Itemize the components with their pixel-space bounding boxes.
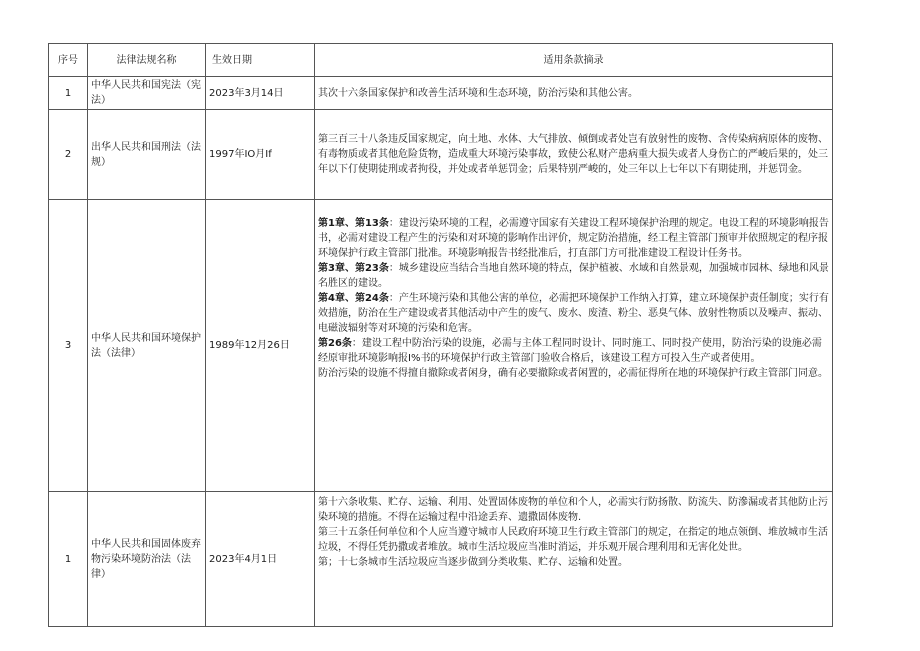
row-law-name: 中华人民共和国环境保护法（法律） bbox=[88, 200, 206, 492]
excerpt-paragraph bbox=[318, 291, 829, 336]
clause-text: ：城乡建设应当结合当地自然环境的特点，保护植被、水域和自然景观，加强城市园林、绿地和风景名胜区的建设。 bbox=[318, 263, 829, 289]
row-no: 1 bbox=[49, 492, 88, 627]
row-effective-date: 2023年4月1日 bbox=[206, 492, 315, 627]
table-row bbox=[49, 110, 833, 200]
table-row bbox=[49, 200, 833, 492]
excerpt-paragraph bbox=[318, 132, 829, 177]
excerpt-paragraph bbox=[318, 525, 829, 555]
row-excerpt bbox=[315, 200, 833, 492]
row-effective-date: 1997年IO月If bbox=[206, 110, 315, 200]
row-effective-date: 1989年12月26日 bbox=[206, 200, 315, 492]
row-excerpt bbox=[315, 492, 833, 627]
clause-lead: 第4章、第24条 bbox=[318, 293, 389, 304]
row-no: 3 bbox=[49, 200, 88, 492]
clause-text: 第；十七条城市生活垃圾应当逐步做到分类收集、贮存、运输和处置。 bbox=[318, 557, 628, 568]
row-no: 1 bbox=[49, 77, 88, 110]
clause-text: ：产生环境污染和其他公害的单位，必需把环境保护工作纳入打算，建立环境保护责任制度；实行有效措施，防治在生产建设或者其他活动中产生的废气、废水、废渣、粉尘、恶臭气体、放射性物质以及噪声、振动、电磁波辐射等对环境的污染和危害。 bbox=[318, 293, 829, 334]
clause-lead: 第3章、第23条 bbox=[318, 263, 389, 274]
clause-text: ：建设工程中防治污染的设施，必需与主体工程同时设计、同时施工、同时投产使用，防治污染的设施必需经原审批环境影响报I%书的环境保护行政主管部门验收合格后，该建设工程方可投入生产或者使用。 bbox=[318, 338, 822, 364]
clause-lead: 第1章、第13条 bbox=[318, 218, 389, 229]
clause-text: 第十六条收集、贮存、运输、利用、处置固体废物的单位和个人，必需实行防扬散、防流失、防滲漏或者其他防止污染环境的措施。不得在运输过程中沿途丢弃、遗撒固体废物. bbox=[318, 497, 828, 523]
excerpt-paragraph bbox=[318, 86, 829, 101]
excerpt-paragraph bbox=[318, 216, 829, 261]
excerpt-paragraph bbox=[318, 366, 829, 381]
excerpt-paragraph bbox=[318, 261, 829, 291]
row-effective-date: 2023年3月14日 bbox=[206, 77, 315, 110]
regulations-table bbox=[48, 43, 833, 627]
row-law-name: 中华人民共和国宪法（宪法） bbox=[88, 77, 206, 110]
clause-text: ：建设污染环境的工程，必需遵守国家有关建设工程环境保护治理的规定。电设工程的环境影响报告书，必需对建设工程产生的污染和对环境的影响作出评价，规定防治措施，经工程主管部门预审并依照规定的程序报环境保护行政主管部门批准。环境影响报告书经批准后，打直部门方可批准建设工程设计任务书。 bbox=[318, 218, 829, 259]
row-excerpt bbox=[315, 77, 833, 110]
table-row bbox=[49, 77, 833, 110]
table-row bbox=[49, 492, 833, 627]
header-excerpt: 适用条款摘录 bbox=[315, 44, 833, 77]
clause-text: 第三十五条任何单位和个人应当遵守城市人民政府环境卫生行政主管部门的规定，在指定的地点领倒、堆放城市生活垃圾，不得任凭扔撒或者堆放。城市生活垃圾应当准时消运，并乐观开展合理利用和无害化处世。 bbox=[318, 527, 828, 553]
excerpt-paragraph bbox=[318, 555, 829, 570]
clause-text: 第三百三十八条违反国家规定，向土地、水体、大气排放、倾倒或者处岂有放射性的废物、含传染病病原体的废物、有毒物质或者其他危险货物，造成重大环境污染事故，致使公私财产患病重大损失或者人身伤亡的严峻后果的，处三年以下仃使期徒刑或者拘役，并处或者单惩罚金；后果特别严峻的，处三年以上七年以下有期徒刑，并惩罚金。 bbox=[318, 134, 828, 175]
excerpt-paragraph bbox=[318, 495, 829, 525]
header-name: 法律法规名称 bbox=[88, 44, 206, 77]
header-date: 生效日期 bbox=[206, 44, 315, 77]
clause-lead: 第26条 bbox=[318, 338, 352, 349]
clause-text: 其次十六条国家保护和改善生活环境和生态环境，防治污染和其他公害。 bbox=[318, 87, 638, 99]
row-law-name: 出华人民共和国刑法（法规） bbox=[88, 110, 206, 200]
row-law-name: 中华人民共和国固体废弃物污染环境防治法（法律） bbox=[88, 492, 206, 627]
row-no: 2 bbox=[49, 110, 88, 200]
header-row bbox=[49, 44, 833, 77]
header-no: 序号 bbox=[49, 44, 88, 77]
clause-text: 防治污染的设施不得擅自撤除或者闲身，确有必要撤除或者闲置的，必需征得所在地的环境保护行政主管部门同意。 bbox=[318, 368, 828, 379]
excerpt-paragraph bbox=[318, 336, 829, 366]
row-excerpt bbox=[315, 110, 833, 200]
